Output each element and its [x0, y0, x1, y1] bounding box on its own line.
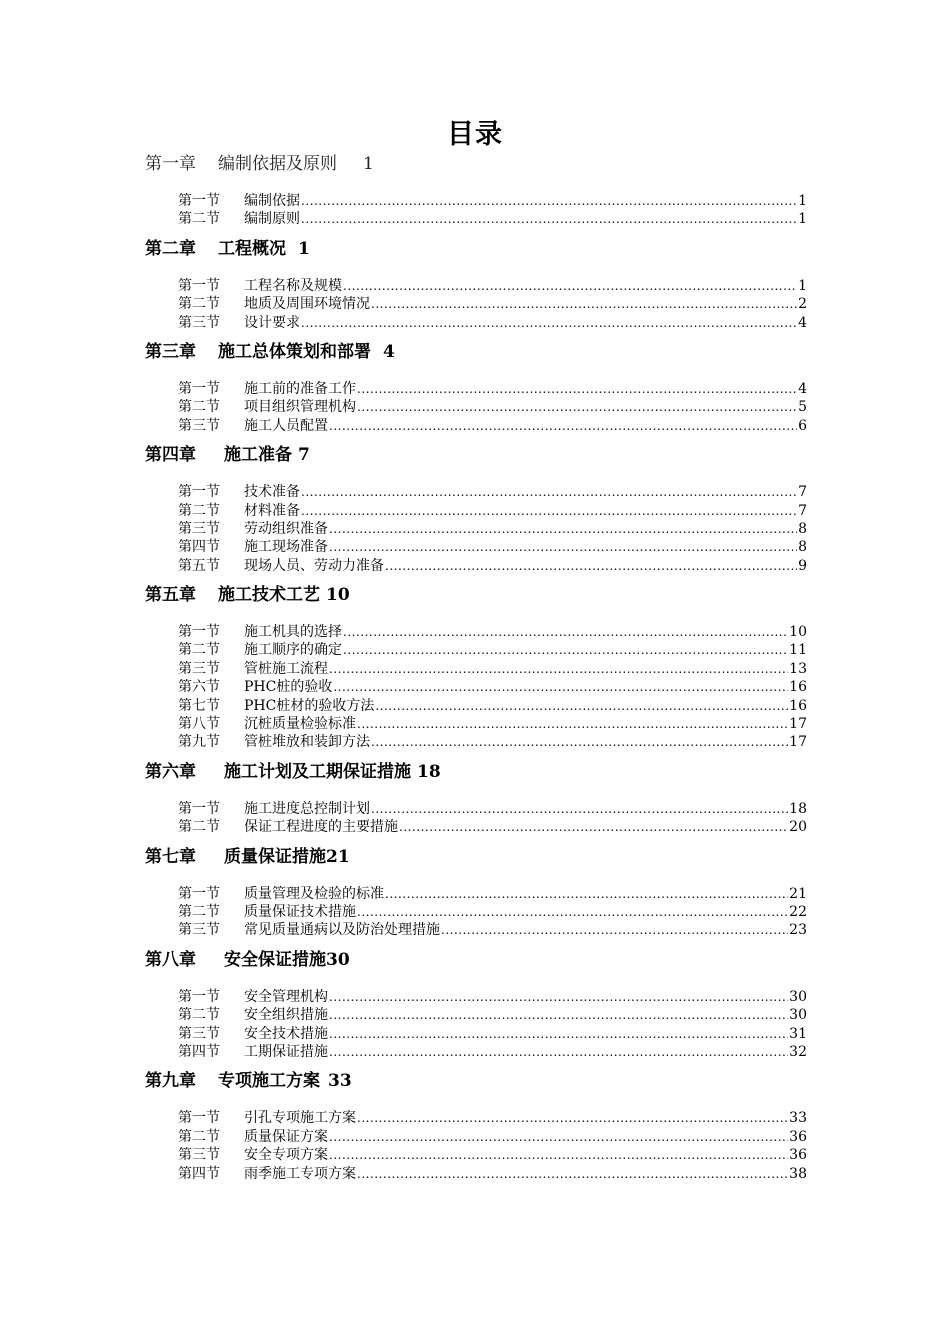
- chapter-number: 第八章: [145, 949, 196, 970]
- section-page-number: 22: [789, 903, 807, 920]
- section-number: 第三节: [178, 1025, 220, 1042]
- section-title: PHC桩材的验收方法: [244, 697, 375, 714]
- section-page-number: 23: [789, 922, 807, 939]
- toc-section-entry[interactable]: [145, 210, 807, 228]
- chapter-page-number: 7: [298, 445, 310, 466]
- section-number: 第二节: [178, 1007, 220, 1024]
- section-title: 施工现场准备: [244, 539, 328, 556]
- dot-leader: [357, 398, 797, 416]
- section-number: 第三节: [178, 314, 220, 331]
- section-number: 第二节: [178, 642, 220, 659]
- toc-section-entry[interactable]: [145, 520, 807, 538]
- chapter-page-number: 30: [326, 949, 350, 970]
- dot-leader: [343, 623, 788, 641]
- section-number: 第二节: [178, 819, 220, 836]
- chapter-title: 专项施工方案: [218, 1071, 320, 1092]
- dot-leader: [375, 697, 788, 715]
- dot-leader: [301, 192, 797, 210]
- section-page-number: 4: [798, 314, 807, 331]
- toc-section-entry[interactable]: [145, 192, 807, 210]
- section-title: 质量保证方案: [244, 1128, 328, 1145]
- chapter-heading[interactable]: [145, 235, 807, 263]
- toc-section-entry[interactable]: [145, 641, 807, 659]
- chapter-title: 编制依据及原则: [218, 154, 337, 174]
- toc-section-entry[interactable]: [145, 885, 807, 903]
- section-page-number: 1: [798, 277, 807, 294]
- section-page-number: 36: [789, 1147, 807, 1164]
- chapter-page-number: 21: [326, 846, 350, 867]
- section-number: 第一节: [178, 193, 220, 209]
- section-page-number: 17: [789, 716, 807, 733]
- toc-section-entry[interactable]: [145, 660, 807, 678]
- section-list: [145, 263, 807, 338]
- toc-section-entry[interactable]: [145, 483, 807, 501]
- chapter-number: 第二章: [145, 238, 196, 259]
- section-number: 第二节: [178, 211, 220, 228]
- chapter-page-number: 18: [417, 761, 441, 782]
- section-number: 第三节: [178, 520, 220, 537]
- dot-leader: [385, 557, 797, 575]
- section-page-number: 8: [798, 520, 807, 537]
- dot-leader: [329, 417, 797, 435]
- dot-leader: [371, 800, 788, 818]
- section-title: 安全技术措施: [244, 1025, 328, 1042]
- section-title: 地质及周围环境情况: [244, 296, 370, 313]
- dot-leader: [371, 295, 797, 313]
- dot-leader: [371, 733, 788, 751]
- section-title: 施工前的准备工作: [244, 380, 356, 397]
- section-number: 第四节: [178, 1165, 220, 1182]
- chapter-heading[interactable]: [145, 946, 807, 974]
- toc-section-entry[interactable]: [145, 903, 807, 921]
- section-title: 编制依据: [244, 193, 300, 209]
- section-page-number: 11: [789, 642, 807, 659]
- dot-leader: [385, 885, 788, 903]
- toc-section-entry[interactable]: [145, 417, 807, 435]
- section-title: 编制原则: [244, 211, 300, 228]
- section-title: 管桩施工流程: [244, 660, 328, 677]
- section-number: 第九节: [178, 734, 220, 751]
- section-number: 第四节: [178, 539, 220, 556]
- chapter-number: 第九章: [145, 1071, 196, 1092]
- toc-section-entry[interactable]: [145, 697, 807, 715]
- chapter-page-number: 1: [298, 238, 310, 259]
- section-page-number: 2: [798, 296, 807, 313]
- section-number: 第二节: [178, 502, 220, 519]
- section-title: 设计要求: [244, 314, 300, 331]
- chapter-heading[interactable]: [145, 150, 807, 178]
- chapter-heading[interactable]: [145, 441, 807, 469]
- dot-leader: [343, 641, 788, 659]
- dot-leader: [329, 538, 797, 556]
- toc-section-entry[interactable]: [145, 1025, 807, 1043]
- section-list: [145, 178, 807, 235]
- section-title: 管桩堆放和装卸方法: [244, 734, 370, 751]
- chapter-number: 第一章: [145, 154, 196, 174]
- chapter-title: 安全保证措施: [224, 949, 326, 970]
- toc-section-entry[interactable]: [145, 921, 807, 939]
- section-title: 安全管理机构: [244, 988, 328, 1005]
- chapter-title: 工程概况: [218, 238, 286, 259]
- chapter-heading[interactable]: [145, 338, 807, 366]
- section-page-number: 30: [789, 988, 807, 1005]
- section-list: [145, 609, 807, 758]
- dot-leader: [329, 988, 788, 1006]
- section-page-number: 33: [789, 1110, 807, 1127]
- toc-section-entry[interactable]: [145, 1128, 807, 1146]
- section-title: 施工顺序的确定: [244, 642, 342, 659]
- section-number: 第一节: [178, 277, 220, 294]
- section-title: PHC桩的验收: [244, 679, 333, 696]
- section-number: 第二节: [178, 399, 220, 416]
- section-page-number: 7: [798, 502, 807, 519]
- section-title: 施工进度总控制计划: [244, 800, 370, 817]
- toc-section-entry[interactable]: [145, 380, 807, 398]
- dot-leader: [301, 210, 797, 228]
- toc-section-entry[interactable]: [145, 538, 807, 556]
- section-number: 第一节: [178, 1110, 220, 1127]
- toc-section-entry[interactable]: [145, 818, 807, 836]
- dot-leader: [301, 314, 797, 332]
- chapter-page-number: 4: [383, 341, 395, 362]
- section-page-number: 6: [798, 417, 807, 434]
- dot-leader: [357, 715, 788, 733]
- section-title: 项目组织管理机构: [244, 399, 356, 416]
- toc-section-entry[interactable]: [145, 557, 807, 575]
- dot-leader: [343, 277, 797, 295]
- section-title: 雨季施工专项方案: [244, 1165, 356, 1182]
- toc-title: 目录: [447, 119, 503, 150]
- dot-leader: [329, 1146, 788, 1164]
- section-page-number: 13: [789, 660, 807, 677]
- section-title: 技术准备: [244, 484, 300, 501]
- toc-section-entry[interactable]: [145, 623, 807, 641]
- section-title: 安全组织措施: [244, 1007, 328, 1024]
- section-page-number: 16: [789, 679, 807, 696]
- toc-section-entry[interactable]: [145, 1043, 807, 1061]
- section-title: 沉桩质量检验标准: [244, 716, 356, 733]
- section-number: 第一节: [178, 988, 220, 1005]
- dot-leader: [329, 1006, 788, 1024]
- chapter-number: 第五章: [145, 585, 196, 606]
- section-list: [145, 1095, 807, 1189]
- section-page-number: 10: [789, 624, 807, 641]
- table-of-contents: [145, 150, 807, 1189]
- section-title: 引孔专项施工方案: [244, 1110, 356, 1127]
- section-number: 第五节: [178, 557, 220, 574]
- chapter-number: 第三章: [145, 341, 196, 362]
- chapter-heading[interactable]: [145, 758, 807, 786]
- section-number: 第二节: [178, 1128, 220, 1145]
- toc-section-entry[interactable]: [145, 1109, 807, 1127]
- section-page-number: 31: [789, 1025, 807, 1042]
- chapter-title: 施工计划及工期保证措施: [224, 761, 411, 782]
- chapter-page-number: 33: [328, 1071, 352, 1092]
- dot-leader: [329, 660, 788, 678]
- section-list: [145, 974, 807, 1068]
- toc-section-entry[interactable]: [145, 733, 807, 751]
- section-number: 第二节: [178, 903, 220, 920]
- section-list: [145, 786, 807, 843]
- section-number: 第六节: [178, 679, 220, 696]
- section-page-number: 18: [789, 800, 807, 817]
- section-number: 第一节: [178, 484, 220, 501]
- toc-section-entry[interactable]: [145, 502, 807, 520]
- dot-leader: [357, 1109, 788, 1127]
- toc-section-entry[interactable]: [145, 800, 807, 818]
- section-number: 第一节: [178, 800, 220, 817]
- section-list: [145, 366, 807, 441]
- chapter-heading[interactable]: [145, 1067, 807, 1095]
- toc-section-entry[interactable]: [145, 314, 807, 332]
- chapter-number: 第七章: [145, 846, 196, 867]
- section-title: 工期保证措施: [244, 1043, 328, 1060]
- section-page-number: 1: [798, 211, 807, 228]
- dot-leader: [357, 1165, 788, 1183]
- dot-leader: [357, 380, 797, 398]
- section-page-number: 9: [798, 557, 807, 574]
- chapter-number: 第四章: [145, 445, 196, 466]
- dot-leader: [329, 1128, 788, 1146]
- dot-leader: [301, 483, 797, 501]
- section-number: 第二节: [178, 296, 220, 313]
- section-title: 质量保证技术措施: [244, 903, 356, 920]
- section-number: 第三节: [178, 922, 220, 939]
- section-title: 施工人员配置: [244, 417, 328, 434]
- section-title: 工程名称及规模: [244, 277, 342, 294]
- section-title: 现场人员、劳动力准备: [244, 557, 384, 574]
- chapter-title: 质量保证措施: [224, 846, 326, 867]
- section-title: 保证工程进度的主要措施: [244, 819, 398, 836]
- toc-section-entry[interactable]: [145, 715, 807, 733]
- dot-leader: [329, 1025, 788, 1043]
- section-title: 劳动组织准备: [244, 520, 328, 537]
- section-page-number: 30: [789, 1007, 807, 1024]
- section-page-number: 20: [789, 819, 807, 836]
- dot-leader: [329, 1043, 788, 1061]
- toc-section-entry[interactable]: [145, 678, 807, 696]
- toc-section-entry[interactable]: [145, 398, 807, 416]
- toc-section-entry[interactable]: [145, 295, 807, 313]
- toc-section-entry[interactable]: [145, 1165, 807, 1183]
- toc-section-entry[interactable]: [145, 277, 807, 295]
- chapter-title: 施工准备: [224, 445, 292, 466]
- section-page-number: 8: [798, 539, 807, 556]
- section-title: 常见质量通病以及防治处理措施: [244, 922, 440, 939]
- section-page-number: 1: [798, 193, 807, 209]
- section-page-number: 16: [789, 697, 807, 714]
- section-page-number: 17: [789, 734, 807, 751]
- chapter-page-number: 10: [326, 585, 350, 606]
- toc-section-entry[interactable]: [145, 1006, 807, 1024]
- chapter-heading[interactable]: [145, 843, 807, 871]
- chapter-heading[interactable]: [145, 581, 807, 609]
- section-title: 质量管理及检验的标准: [244, 885, 384, 902]
- chapter-title: 施工总体策划和部署: [218, 341, 371, 362]
- section-number: 第七节: [178, 697, 220, 714]
- dot-leader: [399, 818, 788, 836]
- section-page-number: 5: [798, 399, 807, 416]
- dot-leader: [357, 903, 788, 921]
- section-number: 第三节: [178, 660, 220, 677]
- section-list: [145, 469, 807, 581]
- section-page-number: 32: [789, 1043, 807, 1060]
- dot-leader: [329, 520, 797, 538]
- toc-section-entry[interactable]: [145, 1146, 807, 1164]
- section-page-number: 4: [798, 380, 807, 397]
- section-number: 第四节: [178, 1043, 220, 1060]
- dot-leader: [301, 502, 797, 520]
- section-number: 第八节: [178, 716, 220, 733]
- chapter-number: 第六章: [145, 761, 196, 782]
- section-number: 第一节: [178, 624, 220, 641]
- section-number: 第三节: [178, 417, 220, 434]
- section-title: 安全专项方案: [244, 1147, 328, 1164]
- section-page-number: 36: [789, 1128, 807, 1145]
- section-number: 第三节: [178, 1147, 220, 1164]
- section-page-number: 7: [798, 484, 807, 501]
- chapter-title: 施工技术工艺: [218, 585, 320, 606]
- chapter-page-number: 1: [363, 154, 374, 174]
- section-list: [145, 871, 807, 946]
- section-title: 材料准备: [244, 502, 300, 519]
- toc-section-entry[interactable]: [145, 988, 807, 1006]
- section-number: 第一节: [178, 885, 220, 902]
- section-page-number: 21: [789, 885, 807, 902]
- dot-leader: [441, 921, 788, 939]
- section-number: 第一节: [178, 380, 220, 397]
- dot-leader: [333, 678, 788, 696]
- section-page-number: 38: [789, 1165, 807, 1182]
- section-title: 施工机具的选择: [244, 624, 342, 641]
